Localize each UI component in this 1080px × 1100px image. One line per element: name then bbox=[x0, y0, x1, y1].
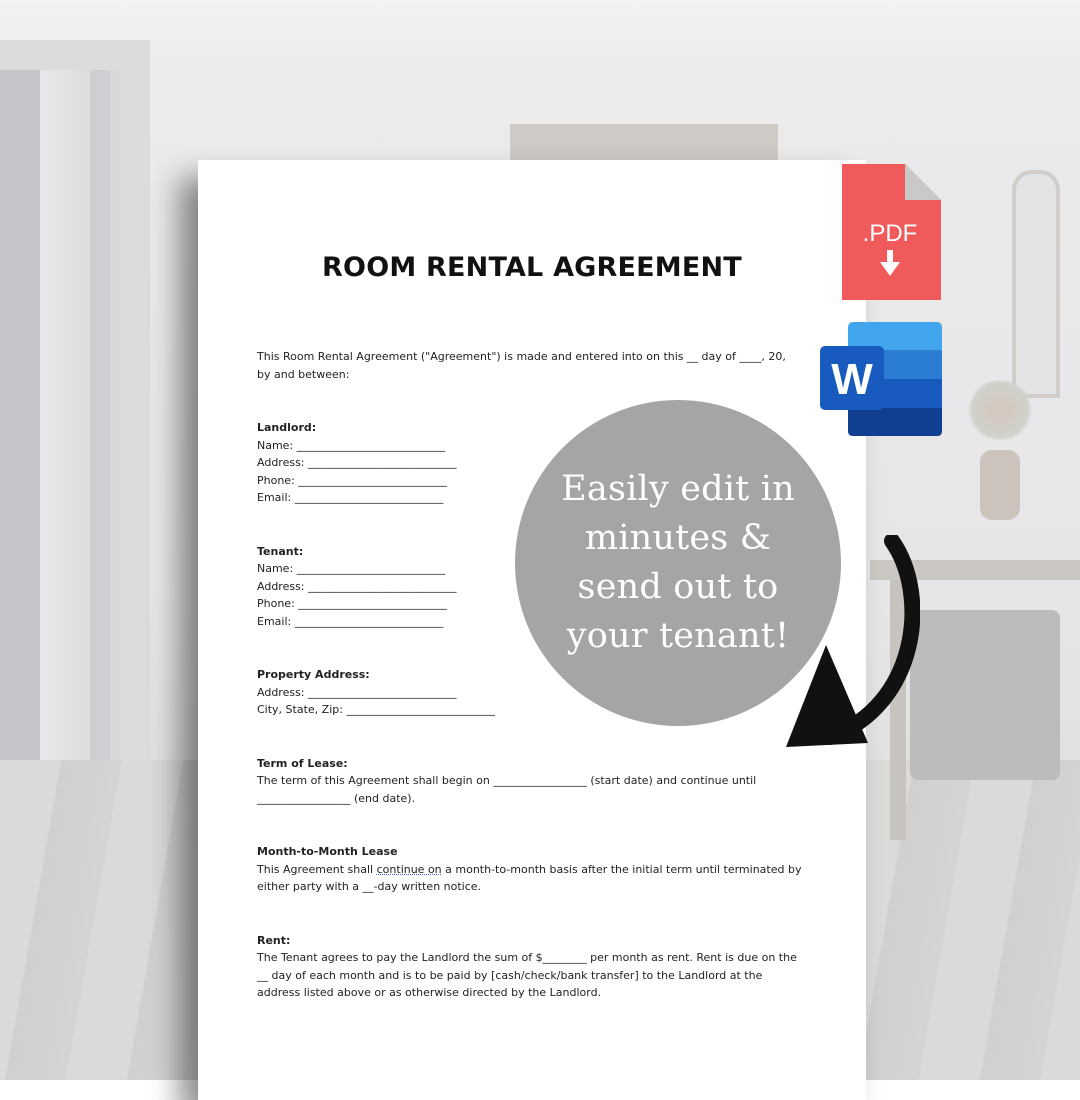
word-letter: W bbox=[831, 355, 873, 404]
door-jamb-edge bbox=[90, 70, 110, 790]
landlord-email-field: Email: ___________________________ bbox=[257, 491, 444, 504]
rent-paragraph: The Tenant agrees to pay the Landlord the sum of $________ per month as rent. Rent is due on the __ day of each month and is to be paid by [cash/check/bank transfer] to the Landlord at the address listed above or as otherwise directed by the Landlord. bbox=[257, 951, 797, 999]
landlord-name-field: Name: ___________________________ bbox=[257, 438, 446, 452]
term-heading: Term of Lease: bbox=[257, 756, 348, 770]
document-title: ROOM RENTAL AGREEMENT bbox=[322, 252, 742, 283]
property-city-field: City, State, Zip: ___________________________ bbox=[257, 703, 495, 716]
wall-picture bbox=[510, 124, 778, 164]
pdf-label: .PDF bbox=[862, 220, 918, 247]
ceiling bbox=[0, 0, 1080, 70]
month-paragraph bbox=[257, 861, 802, 896]
month-heading: Month-to-Month Lease bbox=[257, 845, 398, 858]
door-opening bbox=[0, 70, 40, 770]
tenant-email-field: Email: ___________________________ bbox=[257, 614, 444, 628]
vase bbox=[980, 450, 1020, 520]
promo-text: Easily edit in minutes & send out to your tenant! bbox=[561, 469, 795, 656]
tenant-heading: Tenant: bbox=[257, 544, 304, 558]
term-paragraph: The term of this Agreement shall begin on _________________ (start date) and continue until _________________ (end date). bbox=[257, 774, 757, 805]
landlord-heading: Landlord: bbox=[257, 421, 317, 434]
property-heading: Property Address: bbox=[257, 668, 370, 681]
rent-heading: Rent: bbox=[257, 933, 291, 947]
pdf-file-icon bbox=[842, 164, 941, 300]
spellcheck-underline: continue on bbox=[376, 862, 442, 876]
wall-mirror bbox=[1012, 170, 1060, 398]
tenant-phone-field: Phone: ___________________________ bbox=[257, 597, 447, 610]
tenant-address-field: Address: ___________________________ bbox=[257, 579, 457, 593]
curved-arrow-icon bbox=[780, 535, 920, 755]
intro-paragraph: This Room Rental Agreement ("Agreement") is made and entered into on this __ day of ____, 20, by and between: bbox=[257, 350, 786, 381]
basket bbox=[910, 610, 1060, 780]
month-text-start: This Agreement shall bbox=[257, 862, 377, 876]
landlord-address-field: Address: ___________________________ bbox=[257, 456, 457, 469]
landlord-phone-field: Phone: ___________________________ bbox=[257, 473, 447, 487]
property-address-field: Address: ___________________________ bbox=[257, 685, 457, 699]
month-text-end: a month-to-month basis after the initial term until terminated by either party with a __-day written notice. bbox=[257, 862, 802, 893]
word-file-icon bbox=[820, 322, 942, 436]
flower-plant bbox=[965, 380, 1035, 440]
tenant-name-field: Name: ___________________________ bbox=[257, 562, 446, 575]
